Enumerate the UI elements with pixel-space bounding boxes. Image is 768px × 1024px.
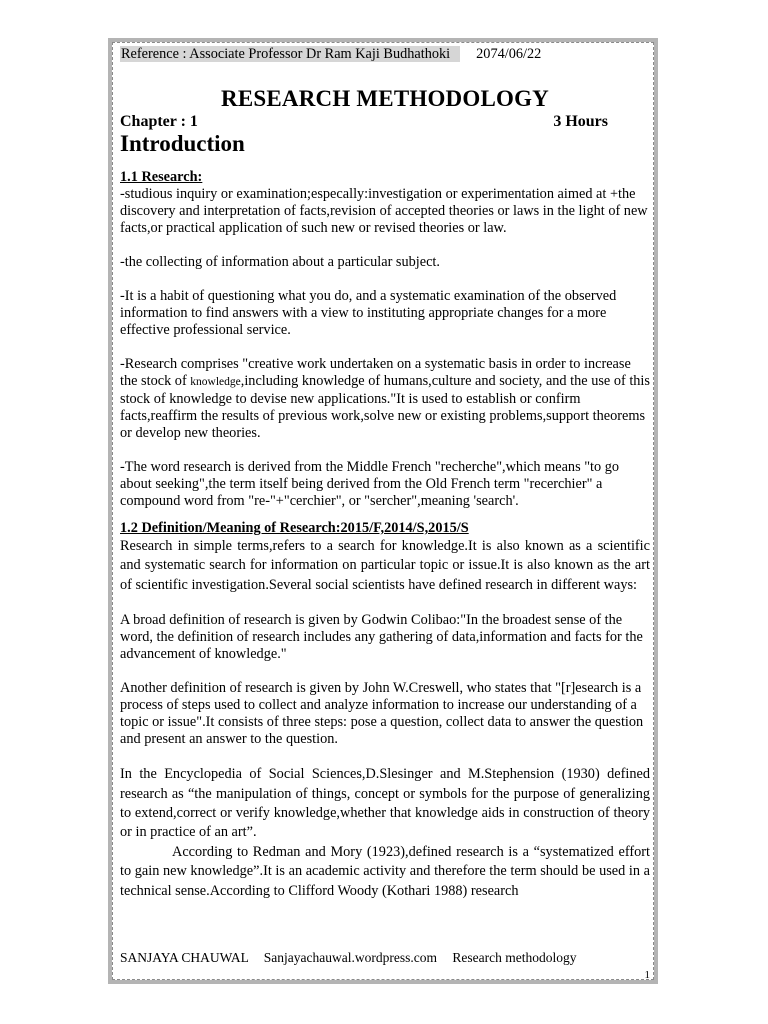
page-footer <box>120 950 650 966</box>
paragraph: -It is a habit of questioning what you do, and a systematic examination of the observed information to find answers with a view to instituting appropriate changes for a more effective professional service. <box>120 288 617 338</box>
reference-text: Reference : Associate Professor Dr Ram Kaji Budhathoki <box>120 46 460 62</box>
chapter-label: Chapter : 1 <box>120 113 198 130</box>
paragraph <box>120 356 650 442</box>
chapter-heading: Introduction <box>120 131 245 156</box>
chapter-line <box>120 113 650 130</box>
footer-site: Sanjayachauwal.wordpress.com <box>263 950 437 965</box>
footer-author: SANJAYA CHAUWAL <box>120 950 249 965</box>
section-heading-research: 1.1 Research: <box>120 169 203 185</box>
paragraph-text: ,including knowledge of humans,culture and society, and the use of this stock of knowledge to devise new applications."It is used to establish or confirm facts,reaffirm the results of previous work,solve new or existing problems,support theorems or develop new theories. <box>120 373 650 441</box>
paragraph-small-word: knowledge <box>190 376 241 388</box>
reference-date: 2074/06/22 <box>476 46 542 62</box>
chapter-hours: 3 Hours <box>553 113 608 130</box>
paragraph: In the Encyclopedia of Social Sciences,D.Slesinger and M.Stephension (1930) defined research as “the manipulation of things, concept or symbols for the purpose of generalizing to extend,correct or verify knowledge,whether that knowledge aids in construction of theory or in practice of an art”. <box>120 766 650 841</box>
page-content <box>120 45 650 901</box>
page-border <box>108 38 658 984</box>
paragraph: -studious inquiry or examination;especally:investigation or experimentation aimed at +the discovery and interpretation of facts,revision of accepted theories or laws in the light of new facts,or practical application of such new or revised theories or law. <box>120 186 648 236</box>
paragraph: Another definition of research is given by John W.Creswell, who states that "[r]esearch is a process of steps used to collect and analyze information to increase our understanding of a topic or issue".It consists of three steps: pose a question, collect data to answer the question and present an answer to the question. <box>120 680 644 748</box>
footer-topic: Research methodology <box>452 950 577 965</box>
document-title: RESEARCH METHODOLOGY <box>221 86 549 111</box>
page-number: 1 <box>644 969 650 981</box>
paragraph-text: -Research comprises "creative work undertaken on a systematic basis in order to increase the stock of <box>120 356 631 389</box>
paragraph: -The word research is derived from the Middle French "recherche",which means "to go about seeking",the term itself being derived from the Old French term "recerchier" a compound word from "re-"+"cerchier", or "sercher",meaning 'search'. <box>120 459 620 509</box>
section-heading-definition: 1.2 Definition/Meaning of Research:2015/F,2014/S,2015/S <box>120 520 469 536</box>
reference-line <box>120 45 650 63</box>
paragraph: -the collecting of information about a particular subject. <box>120 254 440 270</box>
paragraph: A broad definition of research is given by Godwin Colibao:"In the broadest sense of the word, the definition of research includes any gathering of data,information and facts for the advancement of knowledge." <box>120 612 643 663</box>
paragraph: Research in simple terms,refers to a search for knowledge.It is also known as a scientific and systematic search for information on particular topic or issue.It is also known as the art of scientific investigation.Several social scientists have defined research in different ways: <box>120 538 650 593</box>
paragraph: According to Redman and Mory (1923),defined research is a “systematized effort to gain new knowledge”.It is an academic activity and therefore the term should be used in a technical sense.According to Clifford Woody (Kothari 1988) research <box>120 843 650 899</box>
